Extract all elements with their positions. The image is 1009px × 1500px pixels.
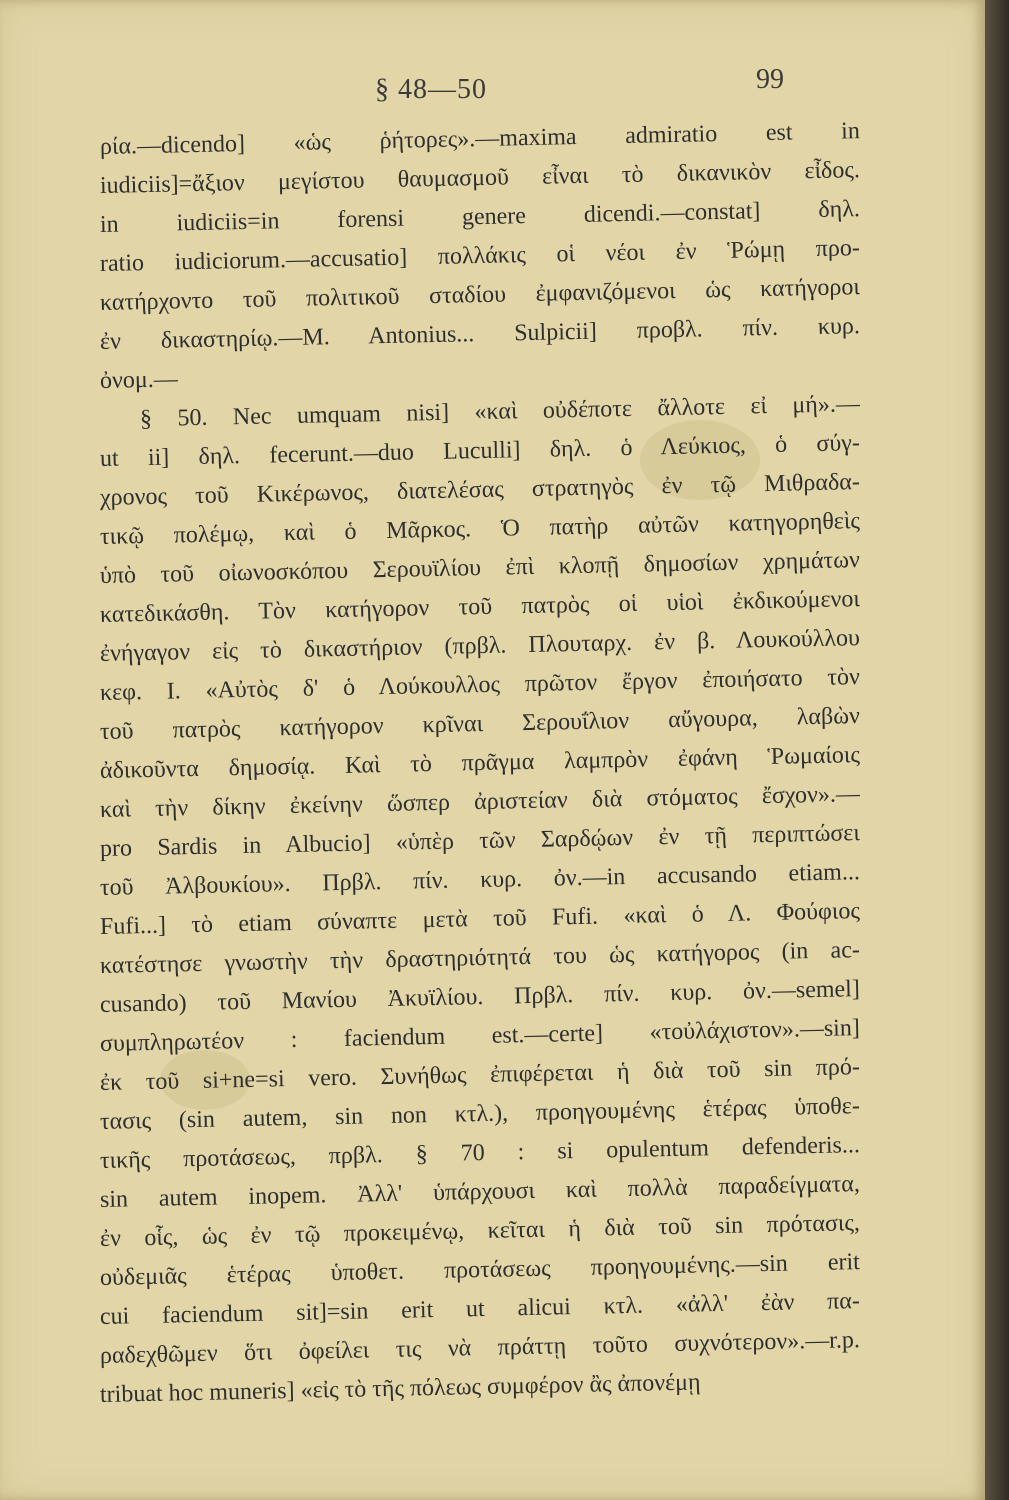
text-line: κατεδικάσθη. Τὸν κατήγορον τοῦ πατρὸς οἱ υἱοὶ ἐκδικούμενοι [99, 586, 861, 628]
commentary-text [99, 118, 861, 1415]
text-line: χρονος τοῦ Κικέρωνος, διατελέσας στρατηγὸς ἐν τῷ Μιθραδα- [99, 469, 861, 511]
text-line: in iudiciis=in forensi genere dicendi.—constat] δηλ. [99, 196, 861, 238]
text-line: ratio iudiciorum.—accusatio] πολλάκις οἱ νέοι ἐν Ῥώμῃ προ- [99, 235, 861, 277]
text-line: ut ii] δηλ. fecerunt.—duo Luculli] δηλ. ὁ Λεύκιος, ὁ σύγ- [99, 430, 861, 472]
section-reference: § 48—50 [375, 74, 487, 105]
text-line: καὶ τὴν δίκην ἐκείνην ὥσπερ ἀριστείαν διὰ στόματος ἔσχον».— [99, 781, 861, 823]
book-spine-edge [985, 0, 1009, 1500]
text-line: τικῆς προτάσεως, πρβλ. § 70 : si opulentum defenderis... [99, 1132, 861, 1174]
text-line: ἀδικοῦντα δημοσίᾳ. Καὶ τὸ πρᾶγμα λαμπρὸν ἐφάνη Ῥωμαίοις [99, 742, 861, 784]
text-line: ἐνήγαγον εἰς τὸ δικαστήριον (πρβλ. Πλουταρχ. ἐν β. Λουκούλλου [99, 625, 861, 667]
page-header [0, 60, 985, 110]
text-line: κεφ. Ι. «Αὐτὸς δ' ὁ Λούκουλλος πρῶτον ἔργον ἐποιήσατο τὸν [99, 664, 861, 706]
text-line: ρία.—dicendo] «ὡς ῥήτορες».—maxima admiratio est in [99, 118, 861, 160]
text-line: κατέστησε γνωστὴν τὴν δραστηριότητά του ὡς κατήγορος (in ac- [99, 937, 861, 979]
text-line: ραδεχθῶμεν ὅτι ὀφείλει τις νὰ πράττῃ τοῦτο συχνότερον».—r.p. [99, 1327, 861, 1369]
text-line: Fufi...] τὸ etiam σύναπτε μετὰ τοῦ Fufi. «καὶ ὁ Λ. Φούφιος [99, 898, 861, 940]
text-line: κατήρχοντο τοῦ πολιτικοῦ σταδίου ἐμφανιζόμενοι ὡς κατήγοροι [99, 274, 861, 316]
text-line: cui faciendum sit]=sin erit ut alicui κτλ. «ἀλλ' ἐὰν πα- [99, 1288, 861, 1330]
text-line: τικῷ πολέμῳ, καὶ ὁ Μᾶρκος. Ὁ πατὴρ αὐτῶν κατηγορηθεὶς [99, 508, 861, 550]
text-line: τοῦ πατρὸς κατήγορον κρῖναι Σερουΐλιον αὔγουρα, λαβὼν [99, 703, 861, 745]
text-line: ἐν οἷς, ὡς ἐν τῷ προκειμένῳ, κεῖται ἡ διὰ τοῦ sin πρότασις, [99, 1210, 861, 1252]
text-line: sin autem inopem. Ἀλλ' ὑπάρχουσι καὶ πολλὰ παραδείγματα, [99, 1171, 861, 1213]
text-line: ἐν δικαστηρίῳ.—M. Antonius... Sulpicii] προβλ. πίν. κυρ. [99, 313, 861, 355]
text-line: ὑπὸ τοῦ οἰωνοσκόπου Σερουϊλίου ἐπὶ κλοπῇ δημοσίων χρημάτων [99, 547, 861, 589]
text-line: τοῦ Ἀλβουκίου». Πρβλ. πίν. κυρ. ὀν.—in accusando etiam... [99, 859, 861, 901]
text-line: τασις (sin autem, sin non κτλ.), προηγουμένης ἑτέρας ὑποθε- [99, 1093, 861, 1135]
text-line: tribuat hoc muneris] «εἰς τὸ τῆς πόλεως συμφέρον ἂς ἀπονέμῃ [99, 1369, 701, 1408]
text-line: ὀνομ.— [99, 366, 178, 394]
text-line: cusando) τοῦ Μανίου Ἀκυϊλίου. Πρβλ. πίν. κυρ. ὀν.—semel] [99, 976, 861, 1018]
section-heading-line: § 50. Nec umquam nisi] «καὶ οὐδέποτε ἄλλοτε εἰ μή».— [139, 391, 861, 433]
text-line: συμπληρωτέον : faciendum est.—certe] «τοὐλάχιστον».—sin] [99, 1015, 861, 1057]
text-line: ἐκ τοῦ si+ne=si vero. Συνήθως ἐπιφέρεται ἡ διὰ τοῦ sin πρό- [99, 1054, 861, 1096]
page-number: 99 [756, 64, 784, 95]
text-line: οὐδεμιᾶς ἑτέρας ὑποθετ. προτάσεως προηγουμένης.—sin erit [99, 1249, 861, 1291]
text-line: pro Sardis in Albucio] «ὑπὲρ τῶν Σαρδῴων ἐν τῇ περιπτώσει [99, 820, 861, 862]
text-line: iudiciis]=ἄξιον μεγίστου θαυμασμοῦ εἶναι τὸ δικανικὸν εἶδος. [99, 157, 861, 199]
